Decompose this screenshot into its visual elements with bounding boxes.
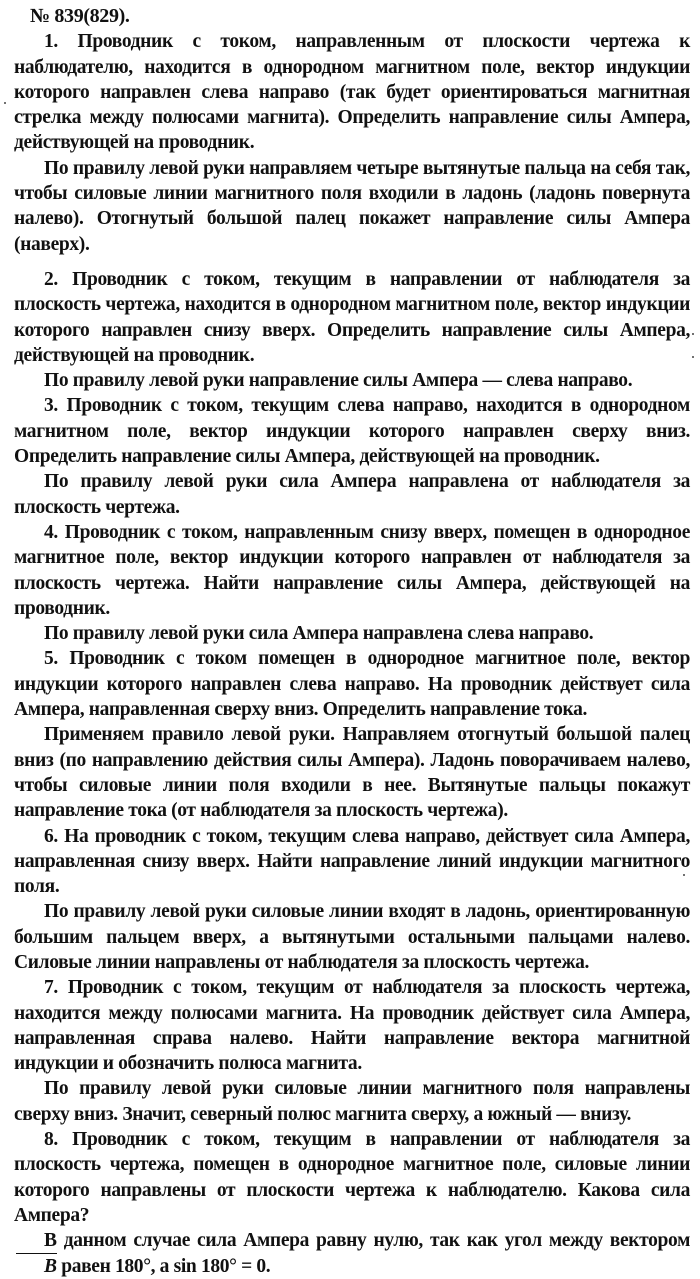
task-2-statement: 2. Проводник с током, текущим в направлении от наблюдателя за плоскость чертежа, находится в однородном магнитном поле, вектор индукции которого направлен снизу вверх. Определить направление силы Ампера, действующей на проводник. [14,268,690,366]
scan-speck [692,333,694,335]
scan-speck [683,874,685,876]
task-4-statement: 4. Проводник с током, направленным снизу вверх, помещен в однородное магнитное поле, вектор индукции которого направлен от наблюдателя за плоскость чертежа. Найти направление силы Ампера, действующей на проводник. [14,521,690,619]
task-8-statement: 8. Проводник с током, текущим в направлении от наблюдателя за плоскость чертежа, помещен в однородное магнитное поле, силовые линии которого направлены от плоскости чертежа к наблюдателю. Какова сила Ампера? [14,1129,690,1226]
task-8-solution-text-end: равен 180°, а sin 180° = 0. [56,1255,271,1277]
task-1-solution: По правилу левой руки направляем четыре вытянутые пальца на себя так, чтобы силовые линии магнитного поля входили в ладонь (ладонь повернута налево). Отогнутый большой палец покажет направление силы Ампера (наверх). [14,157,690,255]
task-5-statement: 5. Проводник с током помещен в однородное магнитное поле, вектор индукции которого направлен слева направо. На проводник действует сила Ампера, направленная сверху вниз. Определить направление тока. [14,648,690,721]
task-7-solution: По правилу левой руки силовые линии магнитного поля направлены сверху вниз. Значит, северный полюс магнита сверху, а южный — внизу. [14,1078,690,1125]
task-3-solution: По правилу левой руки сила Ампера направлена от наблюдателя за плоскость чертежа. [14,471,690,518]
task-1-statement: 1. Проводник с током, направленным от плоскости чертежа к наблюдателю, находится в однородном магнитном поле, вектор индукции которого направлен слева направо (так будет ориентироваться магнитная стрелка между полюсами магнита). Определить направление силы Ампера, действующей на проводник. [14,31,690,154]
task-6-statement: 6. На проводник с током, текущим слева направо, действует сила Ампера, направленная снизу вверх. Найти направление линий индукции магнитного поля. [14,825,690,898]
task-6-solution: По правилу левой руки силовые линии входят в ладонь, ориентированную большим пальцем вверх, а вытянутыми остальными пальцами налево. Силовые линии направлены от наблюдателя за плоскость чертежа. [14,901,690,973]
task-4-solution: По правилу левой руки сила Ампера направлена слева направо. [44,623,594,645]
vector-b-symbol: B [14,1254,57,1279]
scan-speck [692,356,694,358]
task-3-statement: 3. Проводник с током, текущим слева направо, находится в однородном магнитном поле, вектор индукции которого направлен сверху вниз. Определить направление силы Ампера, действующей на проводник. [14,395,690,468]
task-8-solution [14,1228,690,1279]
scan-speck [4,102,6,104]
task-8-solution-text-start: В данном случае сила Ампера равну нулю, так как угол между вектором [44,1230,690,1252]
problem-number-heading: № 839(829). [30,5,130,27]
task-2-solution: По правилу левой руки направление силы Ампера — слева направо. [44,370,633,392]
task-7-statement: 7. Проводник с током, текущим от наблюдателя за плоскость чертежа, находится между полюсами магнита. На проводник действует сила Ампера, направленная справа налево. Найти направление вектора магнитной индукции и обозначить полюса магнита. [14,977,690,1075]
task-5-solution: Применяем правило левой руки. Направляем отогнутый большой палец вниз (по направлению действия силы Ампера). Ладонь поворачиваем налево, чтобы силовые линии поля входили в нее. Вытянутые пальцы покажут направление тока (от наблюдателя за плоскость чертежа). [14,724,690,822]
textbook-page [14,4,690,1279]
